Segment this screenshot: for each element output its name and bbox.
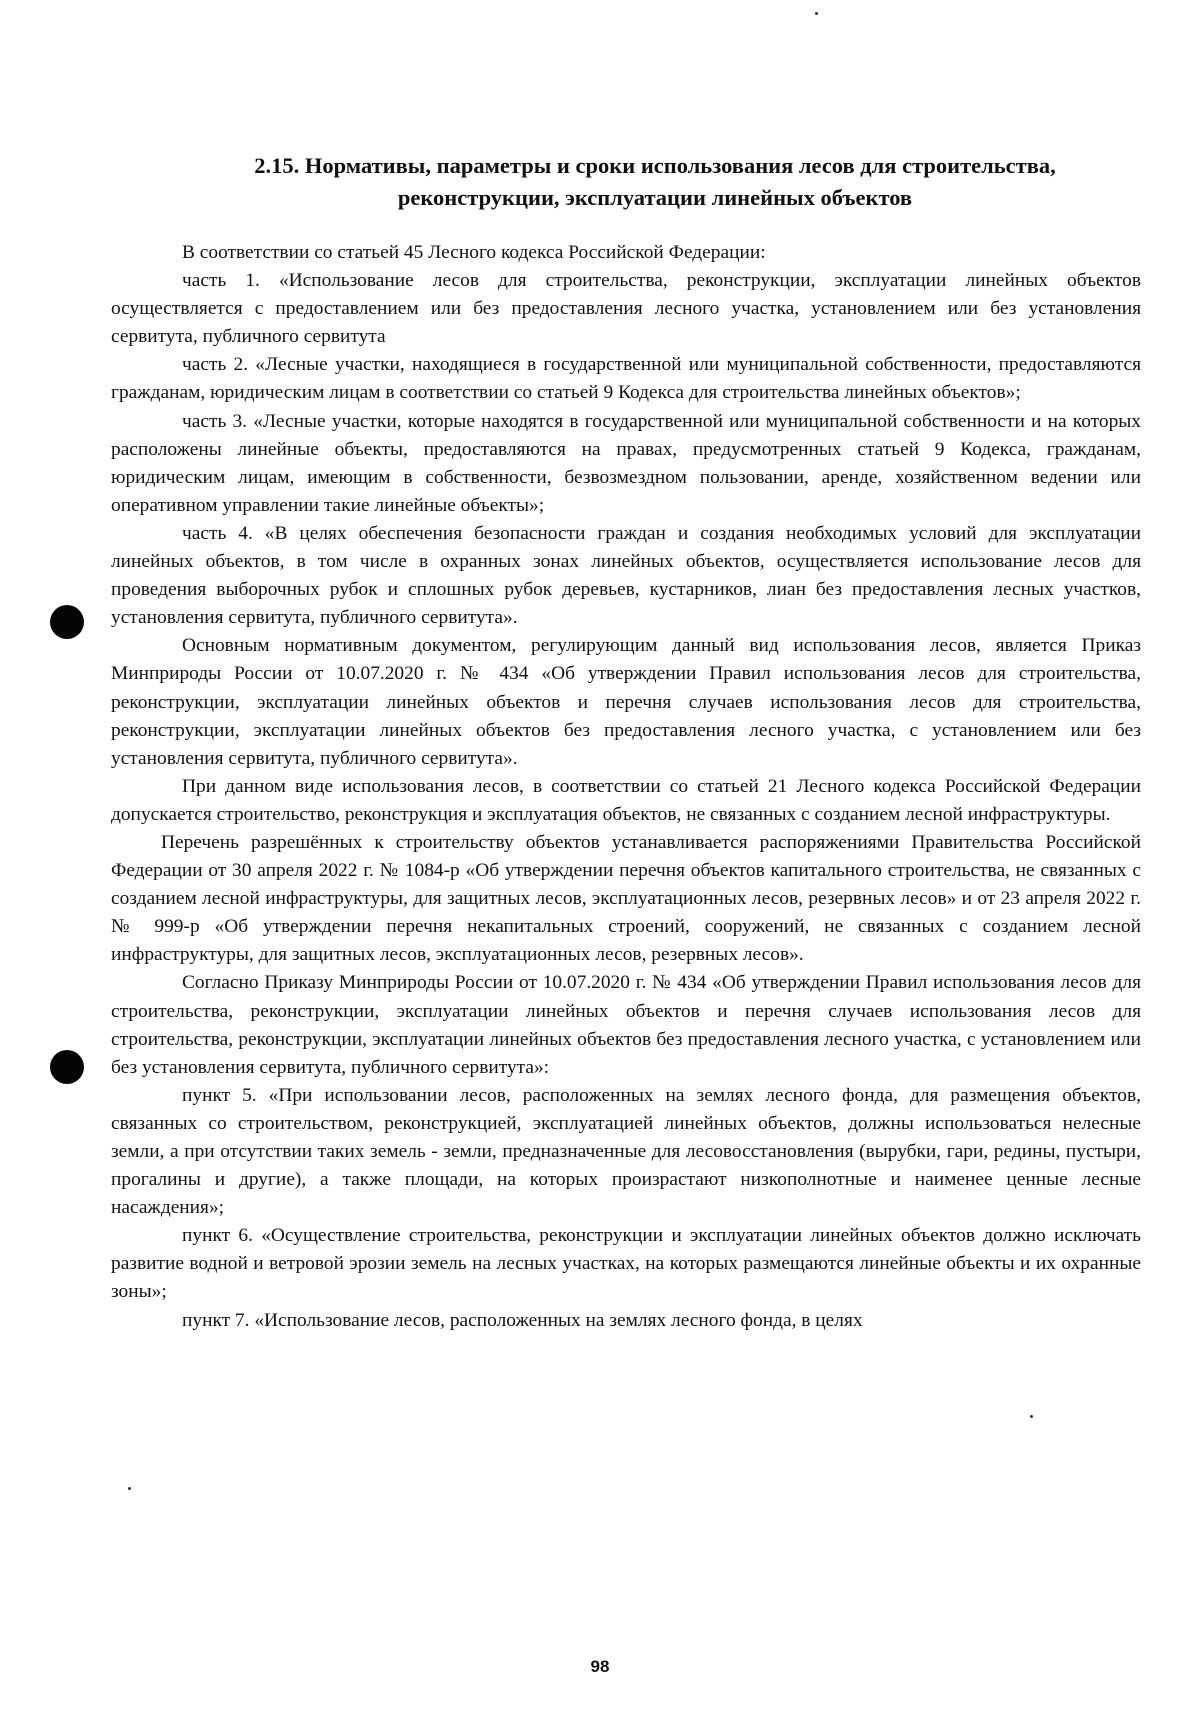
punch-hole-bottom (50, 1050, 84, 1084)
scan-speck (815, 12, 818, 15)
paragraph-item-5: пункт 5. «При использовании лесов, расположенных на землях лесного фонда, для размещения объектов, связанных со строительством, реконструкцией, эксплуатацией линейных объектов, должны использоваться нелесные земли, а при отсутствии таких земель - земли, предназначенные для лесовосстановления (вырубки, гари, редины, пустыри, прогалины и другие), а также площади, на которых произрастают низкополнотные и наименее ценные лесные насаждения»; (111, 1084, 1141, 1219)
paragraph-part-1: часть 1. «Использование лесов для строительства, реконструкции, эксплуатации линейных объектов осуществляется с предоставлением или без предоставления лесного участка, установлением или без установления сервитута, публичного сервитута (111, 270, 1141, 348)
paragraph-article-21: При данном виде использования лесов, в соответствии со статьей 21 Лесного кодекса Российской Федерации допускается строительство, реконструкция и эксплуатация объектов, не связанных с созданием лесной инфраструктуры. (111, 775, 1141, 825)
paragraph-part-4: часть 4. «В целях обеспечения безопасности граждан и создания необходимых условий для эксплуатации линейных объектов, в том числе в охранных зонах линейных объектов, осуществляется использование лесов для проведения выборочных рубок и сплошных рубок деревьев, кустарников, лиан без предоставления лесных участков, установления сервитута, публичного сервитута». (111, 522, 1141, 629)
section-heading (170, 150, 1140, 214)
section-heading-line-2: реконструкции, эксплуатации линейных объектов (397, 185, 913, 210)
page-number: 98 (590, 1657, 610, 1676)
scan-speck (1030, 1415, 1033, 1418)
paragraph-order-434: Согласно Приказу Минприроды России от 10.07.2020 г. № 434 «Об утверждении Правил использования лесов для строительства, реконструкции, эксплуатации линейных объектов и перечня случаев использования лесов для строительства, реконструкции, эксплуатации линейных объектов без предоставления лесного участка, с установлением или без установления сервитута, публичного сервитута»: (111, 972, 1141, 1078)
section-heading-line-1: 2.15. Нормативы, параметры и сроки использования лесов для строительства, (254, 153, 1056, 178)
punch-hole-top (50, 605, 84, 639)
paragraph-intro: В соответствии со статьей 45 Лесного кодекса Российской Федерации: (182, 242, 766, 263)
paragraph-permitted-objects: Перечень разрешённых к строительству объектов устанавливается распоряжениями Правительства Российской Федерации от 30 апреля 2022 г. № 1084-р «Об утверждении перечня объектов капитального строительства, не связанных с созданием лесной инфраструктуры, для защитных лесов, эксплуатационных лесов, резервных лесов» и от 23 апреля 2022 г. № 999-р «Об утверждении перечня некапитальных строений, сооружений, не связанных с созданием лесной инфраструктуры, для защитных лесов, эксплуатационных лесов, резервных лесов». (111, 831, 1141, 966)
paragraph-part-3: часть 3. «Лесные участки, которые находятся в государственной или муниципальной собственности и на которых расположены линейные объекты, предоставляются на правах, предусмотренных статьей 9 Кодекса, гражданам, юридическим лицам, имеющим в собственности, безвозмездном пользовании, аренде, хозяйственном ведении или оперативном управлении такие линейные объекты»; (111, 410, 1141, 516)
paragraph-item-6: пункт 6. «Осуществление строительства, реконструкции и эксплуатации линейных объектов должно исключать развитие водной и ветровой эрозии земель на лесных участках, на которых размещаются линейные объекты и их охранные зоны»; (111, 1225, 1141, 1303)
scan-speck (128, 1487, 131, 1490)
paragraph-main-document: Основным нормативным документом, регулирующим данный вид использования лесов, является Приказ Минприроды России от 10.07.2020 г. № 434 «Об утверждении Правил использования лесов для строительства, реконструкции, эксплуатации линейных объектов и перечня случаев использования лесов для строительства, реконструкции, эксплуатации линейных объектов без предоставления лесного участка, с установлением или без установления сервитута, публичного сервитута». (111, 635, 1141, 769)
paragraph-part-2: часть 2. «Лесные участки, находящиеся в государственной или муниципальной собственности, предоставляются гражданам, юридическим лицам в соответствии со статьей 9 Кодекса для строительства линейных объектов»; (111, 354, 1141, 404)
body-text (111, 239, 1141, 1335)
paragraph-item-7: пункт 7. «Использование лесов, расположенных на землях лесного фонда, в целях (182, 1309, 863, 1331)
